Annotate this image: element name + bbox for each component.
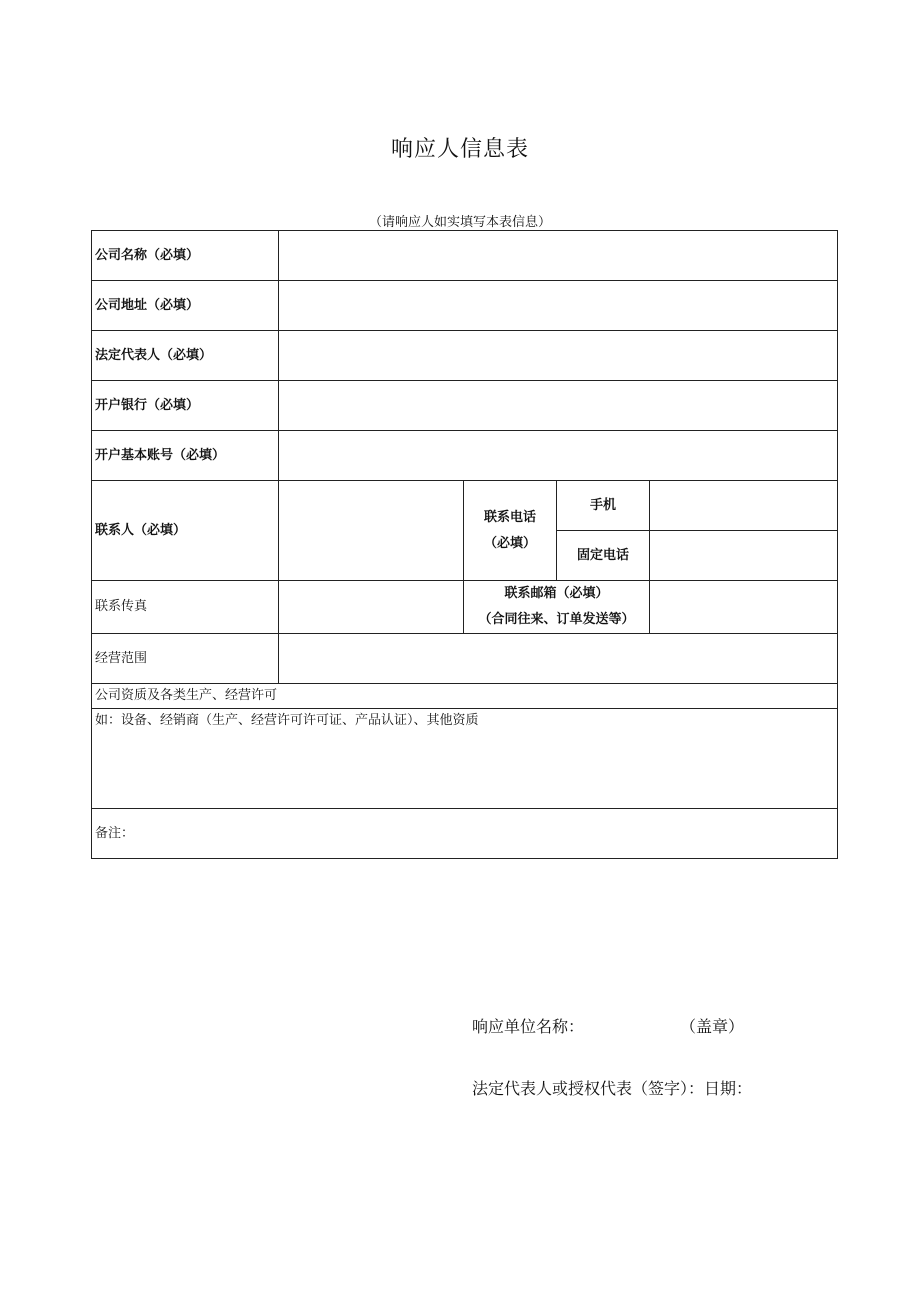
mobile-label: 手机 (557, 481, 650, 531)
company-name-field[interactable] (279, 231, 838, 281)
phone-label: 联系电话 (483, 509, 536, 525)
landline-label: 固定电话 (557, 531, 650, 581)
qualifications-example: 如：设备、经销商（生产、经营许可许可证、产品认证）、其他资质 (95, 713, 479, 728)
company-address-field[interactable] (279, 281, 838, 331)
page-title: 响应人信息表 (390, 137, 529, 162)
qualifications-field[interactable] (92, 709, 838, 809)
landline-field[interactable] (650, 531, 838, 581)
contact-field[interactable] (279, 481, 464, 581)
bank-label: 开户银行（必填） (92, 381, 279, 431)
fax-label: 联系传真 (92, 581, 279, 634)
email-note: （合同往来、订单发送等） (478, 612, 635, 627)
remarks-label: 备注： (95, 825, 135, 841)
email-label-cell (464, 581, 650, 634)
rep-sign-line: 法定代表人或授权代表（签字）：日期： (472, 1079, 753, 1098)
remarks-field[interactable] (92, 809, 838, 859)
mobile-field[interactable] (650, 481, 838, 531)
contact-label: 联系人（必填） (92, 481, 279, 581)
business-scope-field[interactable] (279, 634, 838, 684)
account-label: 开户基本账号（必填） (92, 431, 279, 481)
email-label: 联系邮箱（必填） (504, 586, 609, 601)
email-field[interactable] (650, 581, 838, 634)
bank-field[interactable] (279, 381, 838, 431)
phone-required-label: （必填） (483, 535, 536, 551)
page-subtitle: （请响应人如实填写本表信息） (368, 215, 551, 230)
qualifications-label: 公司资质及各类生产、经营许可 (92, 684, 838, 709)
unit-name-line (472, 1014, 744, 1037)
account-field[interactable] (279, 431, 838, 481)
phone-label-cell (464, 481, 557, 581)
company-name-label: 公司名称（必填） (92, 231, 279, 281)
seal-label: （盖章） (680, 1017, 745, 1036)
unit-name-label: 响应单位名称： (472, 1017, 585, 1036)
company-address-label: 公司地址（必填） (92, 281, 279, 331)
legal-rep-field[interactable] (279, 331, 838, 381)
business-scope-label: 经营范围 (92, 634, 279, 684)
fax-field[interactable] (279, 581, 464, 634)
legal-rep-label: 法定代表人（必填） (92, 331, 279, 381)
info-form-table (91, 230, 838, 859)
